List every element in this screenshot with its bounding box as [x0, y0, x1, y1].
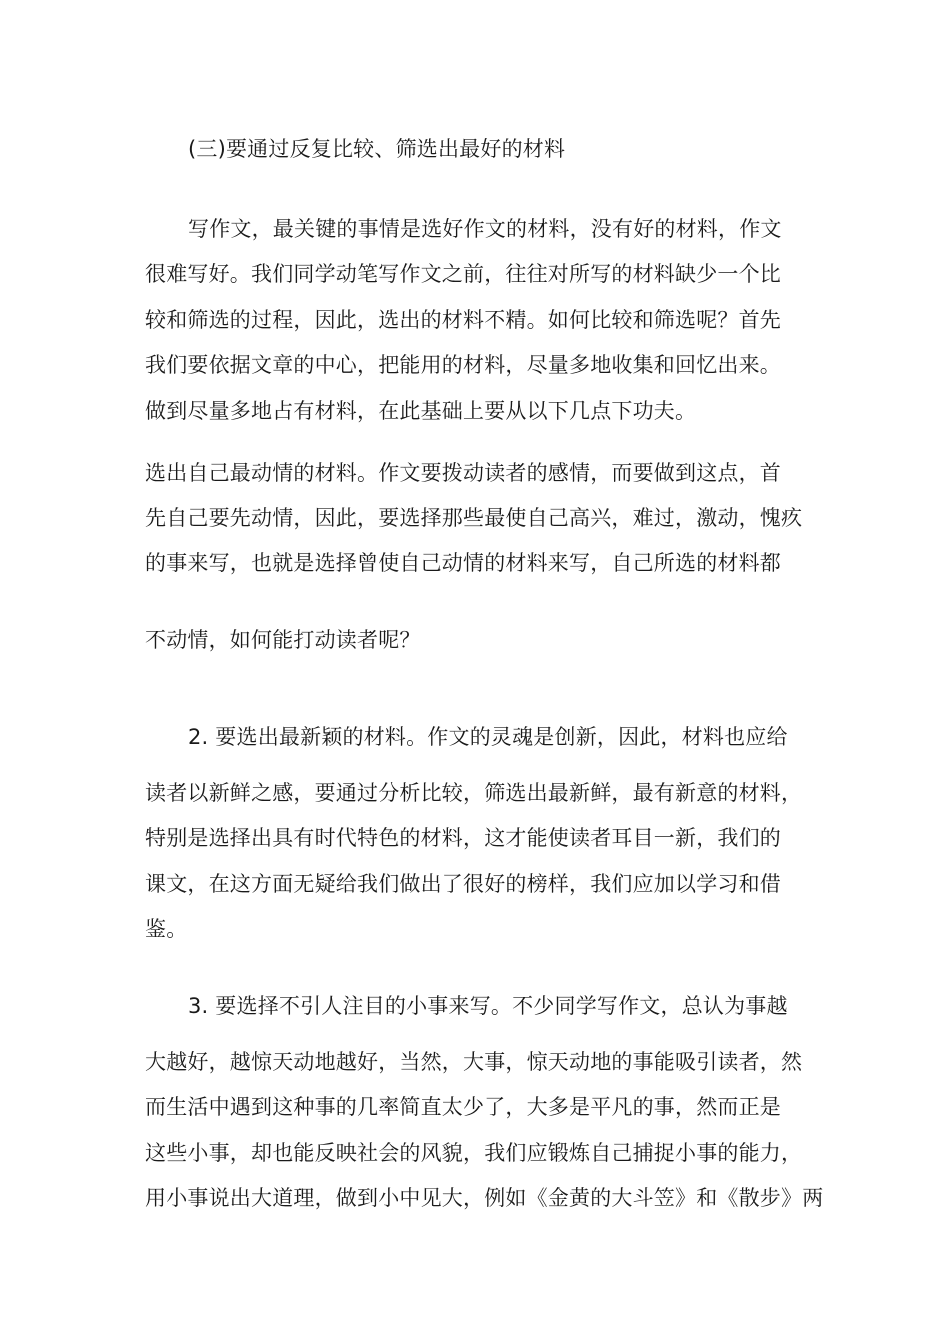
- intro-line-2: 很难写好。我们同学动笔写作文之前，往往对所写的材料缺少一个比: [145, 262, 781, 286]
- point2-line-1: 2. 要选出最新颖的材料。作文的灵魂是创新，因此，材料也应给: [188, 725, 788, 749]
- point3-line-3: 而生活中遇到这种事的几率简直太少了，大多是平凡的事，然而正是: [145, 1095, 781, 1119]
- point2-line-4: 课文，在这方面无疑给我们做出了很好的榜样，我们应加以学习和借: [145, 872, 781, 896]
- point1-line-3: 的事来写，也就是选择曾使自己动情的材料来写，自己所选的材料都: [145, 551, 781, 575]
- point2-line-5: 鉴。: [145, 917, 188, 941]
- point1-line-1: 选出自己最动情的材料。作文要拨动读者的感情，而要做到这点，首: [145, 461, 781, 485]
- point1-line-4: 不动情，如何能打动读者呢？: [145, 628, 421, 652]
- intro-line-1: 写作文，最关键的事情是选好作文的材料，没有好的材料，作文: [188, 217, 782, 241]
- point1-line-2: 先自己要先动情，因此，要选择那些最使自己高兴，难过，激动，愧疚: [145, 506, 803, 530]
- point3-line-1: 3. 要选择不引人注目的小事来写。不少同学写作文，总认为事越: [188, 994, 788, 1018]
- point3-line-2: 大越好，越惊天动地越好，当然，大事，惊天动地的事能吸引读者，然: [145, 1050, 803, 1074]
- intro-line-4: 我们要依据文章的中心，把能用的材料，尽量多地收集和回忆出来。: [145, 353, 781, 377]
- intro-line-3: 较和筛选的过程，因此，选出的材料不精。如何比较和筛选呢？首先: [145, 308, 781, 332]
- point3-line-5: 用小事说出大道理，做到小中见大，例如《金黄的大斗笠》和《散步》两: [145, 1186, 824, 1210]
- intro-line-5: 做到尽量多地占有材料，在此基础上要从以下几点下功夫。: [145, 399, 697, 423]
- section-heading: (三)要通过反复比较、筛选出最好的材料: [188, 137, 566, 161]
- point2-line-2: 读者以新鲜之感，要通过分析比较，筛选出最新鲜，最有新意的材料，: [145, 781, 803, 805]
- point3-line-4: 这些小事，却也能反映社会的风貌，我们应锻炼自己捕捉小事的能力，: [145, 1141, 803, 1165]
- point2-line-3: 特别是选择出具有时代特色的材料，这才能使读者耳目一新，我们的: [145, 826, 781, 850]
